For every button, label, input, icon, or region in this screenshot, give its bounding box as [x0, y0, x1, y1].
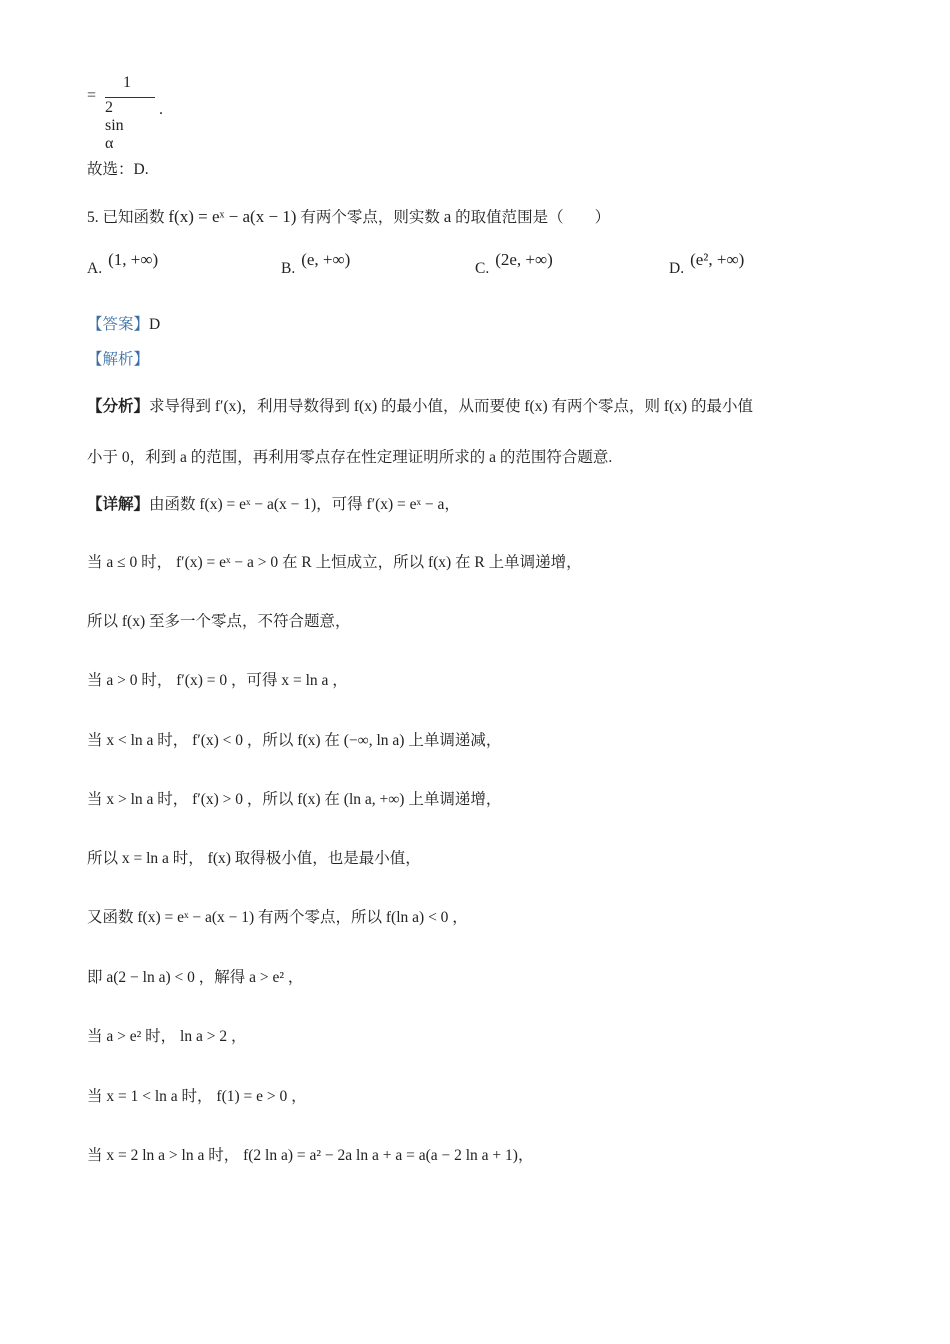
- line-text: 当 a ≤ 0 时， f′(x) = eˣ − a > 0 在 R 上恒成立，所以 f(x) 在 R 上单调递增，: [87, 554, 582, 571]
- option-b-value: (e, +∞): [301, 250, 351, 269]
- solution-line: [87, 493, 460, 517]
- option-a: [87, 250, 159, 278]
- option-c-label: C.: [475, 260, 490, 277]
- solution-line: [87, 906, 468, 930]
- line-text: 求导得到 f′(x)，利用导数得到 f(x) 的最小值，从而要使 f(x) 有两个零点，则 f(x) 的最小值: [149, 398, 753, 415]
- line-text: 当 x < ln a 时， f′(x) < 0 ，所以 f(x) 在 (−∞, ln a) 上单调递减，: [87, 732, 502, 749]
- fraction-bar: [105, 97, 155, 98]
- equals-sign: =: [87, 87, 97, 104]
- line-tag: 【分析】: [87, 398, 150, 415]
- line-text: 小于 0，利到 a 的范围，再利用零点存在性定理证明所求的 a 的范围符合题意.: [87, 449, 613, 466]
- solution-line: [87, 788, 501, 812]
- line-text: 所以 f(x) 至多一个零点，不符合题意，: [87, 613, 351, 630]
- fraction-numerator: 1: [123, 74, 131, 91]
- line-text: 即 a(2 − ln a) < 0 ，解得 a > e² ，: [87, 969, 304, 986]
- question-stem: [87, 205, 610, 230]
- option-a-label: A.: [87, 260, 103, 277]
- option-d: [669, 250, 745, 278]
- analysis-heading: [87, 348, 149, 372]
- question-mid: 有两个零点，则实数: [300, 209, 440, 226]
- answer-tag: 【答案】: [87, 316, 150, 333]
- option-c: [475, 250, 553, 278]
- solution-line: [87, 551, 582, 575]
- line-text: 当 a > e² 时， ln a > 2 ，: [87, 1028, 247, 1045]
- option-a-value: (1, +∞): [108, 250, 159, 269]
- solution-line: [87, 1025, 246, 1049]
- question-suffix: 的取值范围是（ ）: [455, 209, 611, 226]
- option-b: [281, 250, 351, 278]
- option-b-label: B.: [281, 260, 296, 277]
- question-var: a: [443, 207, 452, 226]
- question-function: f(x) = eˣ − a(x − 1): [168, 207, 297, 226]
- line-text: 当 a > 0 时， f′(x) = 0 ，可得 x = ln a ，: [87, 672, 348, 689]
- solution-line: [87, 729, 501, 753]
- solution-line: [87, 1085, 307, 1109]
- line-text: 当 x > ln a 时， f′(x) > 0 ，所以 f(x) 在 (ln a, +∞) 上单调递增，: [87, 791, 502, 808]
- line-text: 当 x = 2 ln a > ln a 时， f(2 ln a) = a² − 2a ln a + a = a(a − 2 ln a + 1)，: [87, 1147, 534, 1164]
- answer-value: D: [149, 316, 161, 333]
- option-c-value: (2e, +∞): [495, 250, 553, 269]
- prev-answer: 故选：D.: [87, 161, 149, 178]
- question-prefix: 5. 已知函数: [87, 209, 165, 226]
- line-text: 当 x = 1 < ln a 时， f(1) = e > 0 ，: [87, 1088, 307, 1105]
- option-d-label: D.: [669, 260, 685, 277]
- fraction-denominator: 2 sin α: [105, 99, 124, 152]
- solution-line: [87, 395, 753, 419]
- line-text: 又函数 f(x) = eˣ − a(x − 1) 有两个零点，所以 f(ln a) < 0 ，: [87, 909, 468, 926]
- solution-line: [87, 446, 612, 470]
- solution-line: [87, 847, 421, 871]
- solution-line: [87, 610, 351, 634]
- fraction-period: .: [159, 101, 163, 118]
- analysis-tag: 【解析】: [87, 351, 150, 368]
- answer-line: [87, 313, 160, 337]
- solution-line: [87, 669, 348, 693]
- solution-line: [87, 966, 303, 990]
- option-d-value: (e², +∞): [690, 250, 745, 269]
- line-text: 所以 x = ln a 时， f(x) 取得极小值，也是最小值，: [87, 850, 421, 867]
- line-tag: 【详解】: [87, 496, 150, 513]
- solution-line: [87, 1144, 533, 1168]
- line-text: 由函数 f(x) = eˣ − a(x − 1)，可得 f′(x) = eˣ − a，: [149, 496, 460, 513]
